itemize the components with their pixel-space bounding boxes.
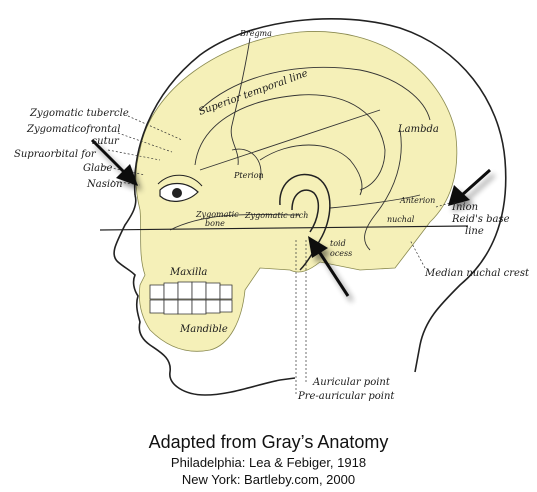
label-inion: Inion	[452, 202, 479, 213]
caption-title: Adapted from Gray’s Anatomy	[148, 432, 389, 452]
label-glabella: Glabe	[83, 163, 113, 174]
label-mastoid-2: ocess	[330, 249, 353, 258]
label-mastoid-1: toid	[330, 239, 346, 248]
label-zygomaticofrontal-1: Zygomaticofrontal	[27, 124, 121, 135]
label-nasion: Nasion	[87, 179, 123, 190]
label-reids-base-2: line	[465, 226, 484, 237]
label-lambda: Lambda	[398, 124, 439, 135]
caption-online-source: New York: Bartleby.com, 2000	[181, 472, 356, 487]
label-auricular-point: Auricular point	[313, 377, 390, 388]
labels	[14, 29, 530, 402]
label-supraorbital-foramen: Supraorbital for	[14, 149, 96, 160]
label-zygomatic-bone-2: bone	[205, 219, 225, 228]
label-nuchal: nuchal	[387, 215, 415, 224]
label-zygomatic-arch: Zygomatic arch	[245, 211, 309, 220]
label-maxilla: Maxilla	[170, 267, 208, 278]
label-zygomaticofrontal-2: sutur	[92, 136, 119, 147]
label-zygomatic-tubercle: Zygomatic tubercle	[30, 108, 129, 119]
label-bregma: Bregma	[240, 29, 272, 38]
label-reids-base-1: Reid's base	[452, 214, 510, 225]
label-zygomatic-bone-1: Zygomatic	[196, 210, 239, 219]
label-median-nuchal-crest: Median nuchal crest	[425, 268, 530, 279]
label-pre-auricular-point: Pre-auricular point	[298, 391, 395, 402]
caption-publisher: Philadelphia: Lea & Febiger, 1918	[170, 455, 367, 470]
label-pterion: Pterion	[234, 171, 264, 180]
label-mandible: Mandible	[180, 324, 228, 335]
label-asterion: Anterion	[400, 196, 436, 205]
label-superior-temporal-line: Superior temporal line	[197, 68, 310, 118]
teeth	[150, 282, 232, 314]
